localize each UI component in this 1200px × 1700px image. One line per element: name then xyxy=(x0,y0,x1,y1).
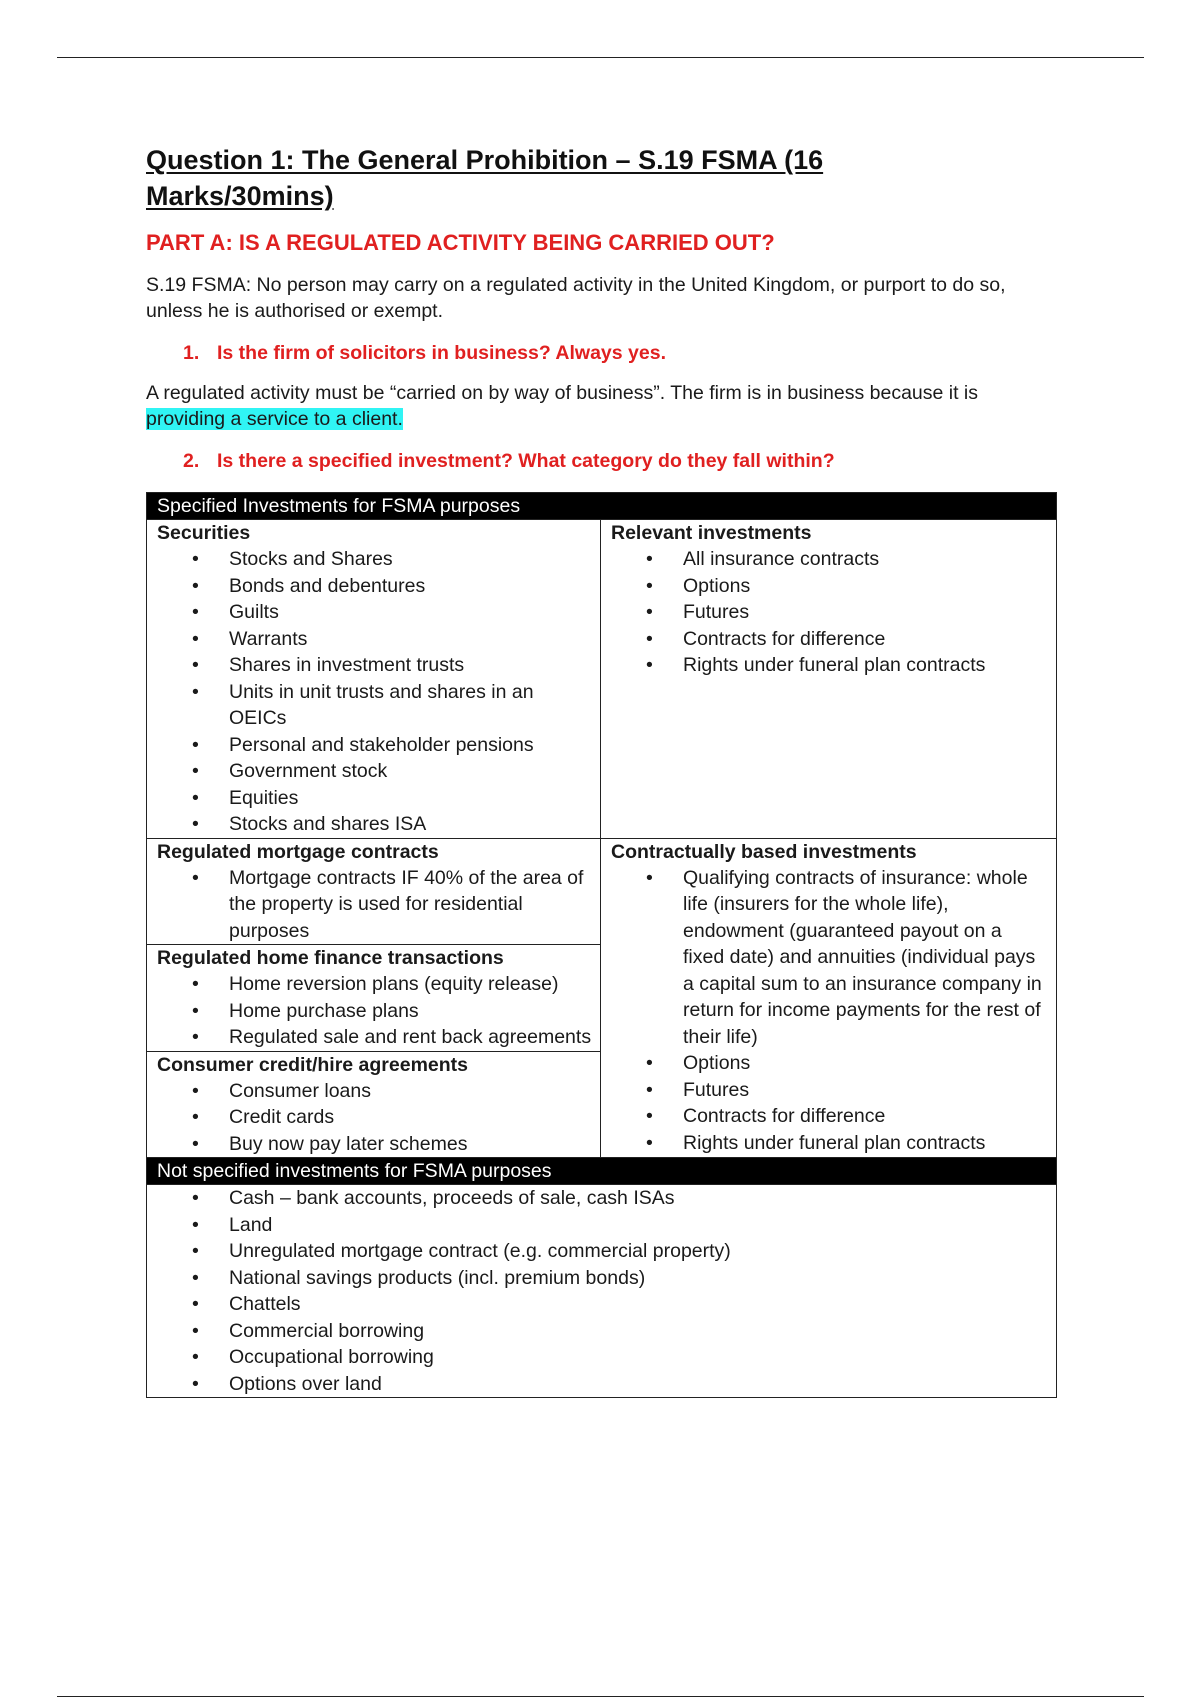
question-1-text: Is the firm of solicitors in business? Always yes. xyxy=(217,342,666,364)
list-item: • Rights under funeral plan contracts xyxy=(611,652,1048,679)
list-item: • Land xyxy=(157,1212,1048,1239)
relevant-investments-list xyxy=(611,546,1048,679)
mortgage-contracts-list xyxy=(157,865,592,945)
home-finance-list xyxy=(157,971,592,1051)
not-specified-list xyxy=(157,1185,1048,1397)
list-item: • Government stock xyxy=(157,758,592,785)
securities-cell xyxy=(147,520,601,839)
securities-list xyxy=(157,546,592,838)
list-item: • Home purchase plans xyxy=(157,998,592,1025)
list-item: • Units in unit trusts and shares in an OEICs xyxy=(157,679,592,732)
list-item: • Options xyxy=(611,573,1048,600)
list-item: • Contracts for difference xyxy=(611,626,1048,653)
investments-table xyxy=(146,492,1057,1398)
list-item: • Credit cards xyxy=(157,1104,592,1131)
securities-title: Securities xyxy=(157,522,251,544)
business-paragraph-text: A regulated activity must be “carried on by way of business”. The firm is in business because it is xyxy=(146,382,979,404)
question-2-number: 2. xyxy=(183,450,200,472)
home-finance-cell xyxy=(147,945,601,1052)
list-item: • Options over land xyxy=(157,1371,1048,1398)
list-item: • Guilts xyxy=(157,599,592,626)
list-item: • Regulated sale and rent back agreements xyxy=(157,1024,592,1051)
list-item: • Occupational borrowing xyxy=(157,1344,1048,1371)
mortgage-contracts-cell xyxy=(147,838,601,945)
top-rule xyxy=(57,57,1144,58)
s19-paragraph: S.19 FSMA: No person may carry on a regulated activity in the United Kingdom, or purport to do so, unless he is authorised or exempt. xyxy=(146,274,1006,322)
question-2-heading xyxy=(146,448,1056,474)
list-item: • Consumer loans xyxy=(157,1078,592,1105)
list-item: • Buy now pay later schemes xyxy=(157,1131,592,1158)
list-item: • National savings products (incl. premium bonds) xyxy=(157,1265,1048,1292)
consumer-credit-list xyxy=(157,1078,592,1158)
list-item: • Stocks and shares ISA xyxy=(157,811,592,838)
question-1-heading xyxy=(146,340,1056,366)
question-2-text: Is there a specified investment? What category do they fall within? xyxy=(217,450,835,472)
relevant-investments-title: Relevant investments xyxy=(611,522,812,544)
list-item: • Shares in investment trusts xyxy=(157,652,592,679)
list-item: • Home reversion plans (equity release) xyxy=(157,971,592,998)
list-item: • Options xyxy=(611,1050,1048,1077)
document-body xyxy=(146,142,1056,1398)
question-title: Question 1: The General Prohibition – S.19 FSMA (16 Marks/30mins) xyxy=(146,145,824,211)
home-finance-title: Regulated home finance transactions xyxy=(157,947,504,969)
contractual-investments-title: Contractually based investments xyxy=(611,840,917,863)
contractual-investments-list xyxy=(611,865,1048,1157)
not-specified-header: Not specified investments for FSMA purposes xyxy=(147,1158,1057,1185)
list-item: • All insurance contracts xyxy=(611,546,1048,573)
list-item: • Futures xyxy=(611,1077,1048,1104)
list-item: • Unregulated mortgage contract (e.g. commercial property) xyxy=(157,1238,1048,1265)
consumer-credit-title: Consumer credit/hire agreements xyxy=(157,1053,469,1076)
specified-investments-header: Specified Investments for FSMA purposes xyxy=(147,493,1057,520)
mortgage-contracts-title: Regulated mortgage contracts xyxy=(157,840,439,863)
list-item: • Chattels xyxy=(157,1291,1048,1318)
list-item: • Rights under funeral plan contracts xyxy=(611,1130,1048,1157)
part-a-heading: PART A: IS A REGULATED ACTIVITY BEING CARRIED OUT? xyxy=(146,230,775,255)
consumer-credit-cell xyxy=(147,1051,601,1158)
relevant-investments-cell xyxy=(601,520,1057,839)
list-item: • Stocks and Shares xyxy=(157,546,592,573)
list-item: • Mortgage contracts IF 40% of the area of the property is used for residential purposes xyxy=(157,865,592,945)
list-item: • Warrants xyxy=(157,626,592,653)
question-1-number: 1. xyxy=(183,342,200,364)
highlighted-text: providing a service to a client. xyxy=(146,408,403,430)
list-item: • Cash – bank accounts, proceeds of sale, cash ISAs xyxy=(157,1185,1048,1212)
list-item: • Commercial borrowing xyxy=(157,1318,1048,1345)
not-specified-cell xyxy=(147,1185,1057,1398)
bottom-rule xyxy=(57,1696,1144,1697)
list-item: • Personal and stakeholder pensions xyxy=(157,732,592,759)
list-item: • Contracts for difference xyxy=(611,1103,1048,1130)
list-item: • Bonds and debentures xyxy=(157,573,592,600)
list-item: • Futures xyxy=(611,599,1048,626)
list-item: • Equities xyxy=(157,785,592,812)
contractual-investments-cell xyxy=(601,838,1057,1158)
list-item: • Qualifying contracts of insurance: whole life (insurers for the whole life), endowment (guaranteed payout on a fixed date) and annuities (individual pays a capital sum to an insurance company in return for income payments for the rest of their life) xyxy=(611,865,1048,1051)
business-paragraph xyxy=(146,380,1056,432)
